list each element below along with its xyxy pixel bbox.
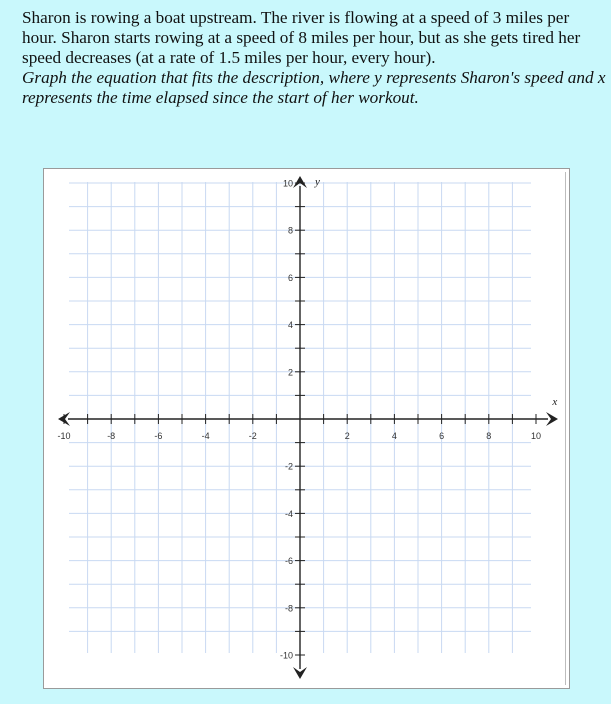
x-tick-label: 2 xyxy=(344,431,350,441)
y-tick-label: -2 xyxy=(284,461,293,472)
y-tick-label: 8 xyxy=(287,225,293,236)
x-tick-label: -4 xyxy=(201,431,210,441)
x-axis-name: x xyxy=(552,396,558,408)
x-tick-label: -6 xyxy=(154,431,163,441)
y-tick-label: -6 xyxy=(284,556,293,567)
y-tick-label: 10 xyxy=(282,178,293,189)
x-tick-label: -10 xyxy=(57,431,71,441)
problem-statement xyxy=(22,8,607,108)
x-tick-label: -2 xyxy=(248,431,257,441)
y-tick-label: 2 xyxy=(287,367,293,378)
y-tick-label: 6 xyxy=(287,272,293,283)
y-tick-label: -4 xyxy=(284,508,293,519)
problem-text: Sharon is rowing a boat upstream. The river is flowing at a speed of 3 miles per hour. Sharon starts rowing at a speed of 8 miles per hour, but as she gets tired her speed decreases (at a rate of 1.5 miles per hour, every hour). xyxy=(22,8,581,67)
y-tick-label: 4 xyxy=(287,320,293,331)
x-tick-label: 6 xyxy=(439,431,445,441)
x-tick-label: 4 xyxy=(391,431,397,441)
x-tick-label: 8 xyxy=(486,431,492,441)
axes xyxy=(58,176,558,679)
x-tick-label: 10 xyxy=(530,431,542,441)
coordinate-plane[interactable] xyxy=(44,169,571,690)
y-axis-name: y xyxy=(315,176,320,188)
graph-panel[interactable] xyxy=(43,168,570,689)
problem-instruction: Graph the equation that fits the description, where y represents Sharon's speed and x represents the time elapsed since the start of her workout. xyxy=(22,68,606,107)
x-tick-label: -8 xyxy=(107,431,116,441)
y-tick-label: -8 xyxy=(284,603,293,614)
tick-labels xyxy=(57,176,557,661)
y-tick-label: -10 xyxy=(279,650,293,661)
